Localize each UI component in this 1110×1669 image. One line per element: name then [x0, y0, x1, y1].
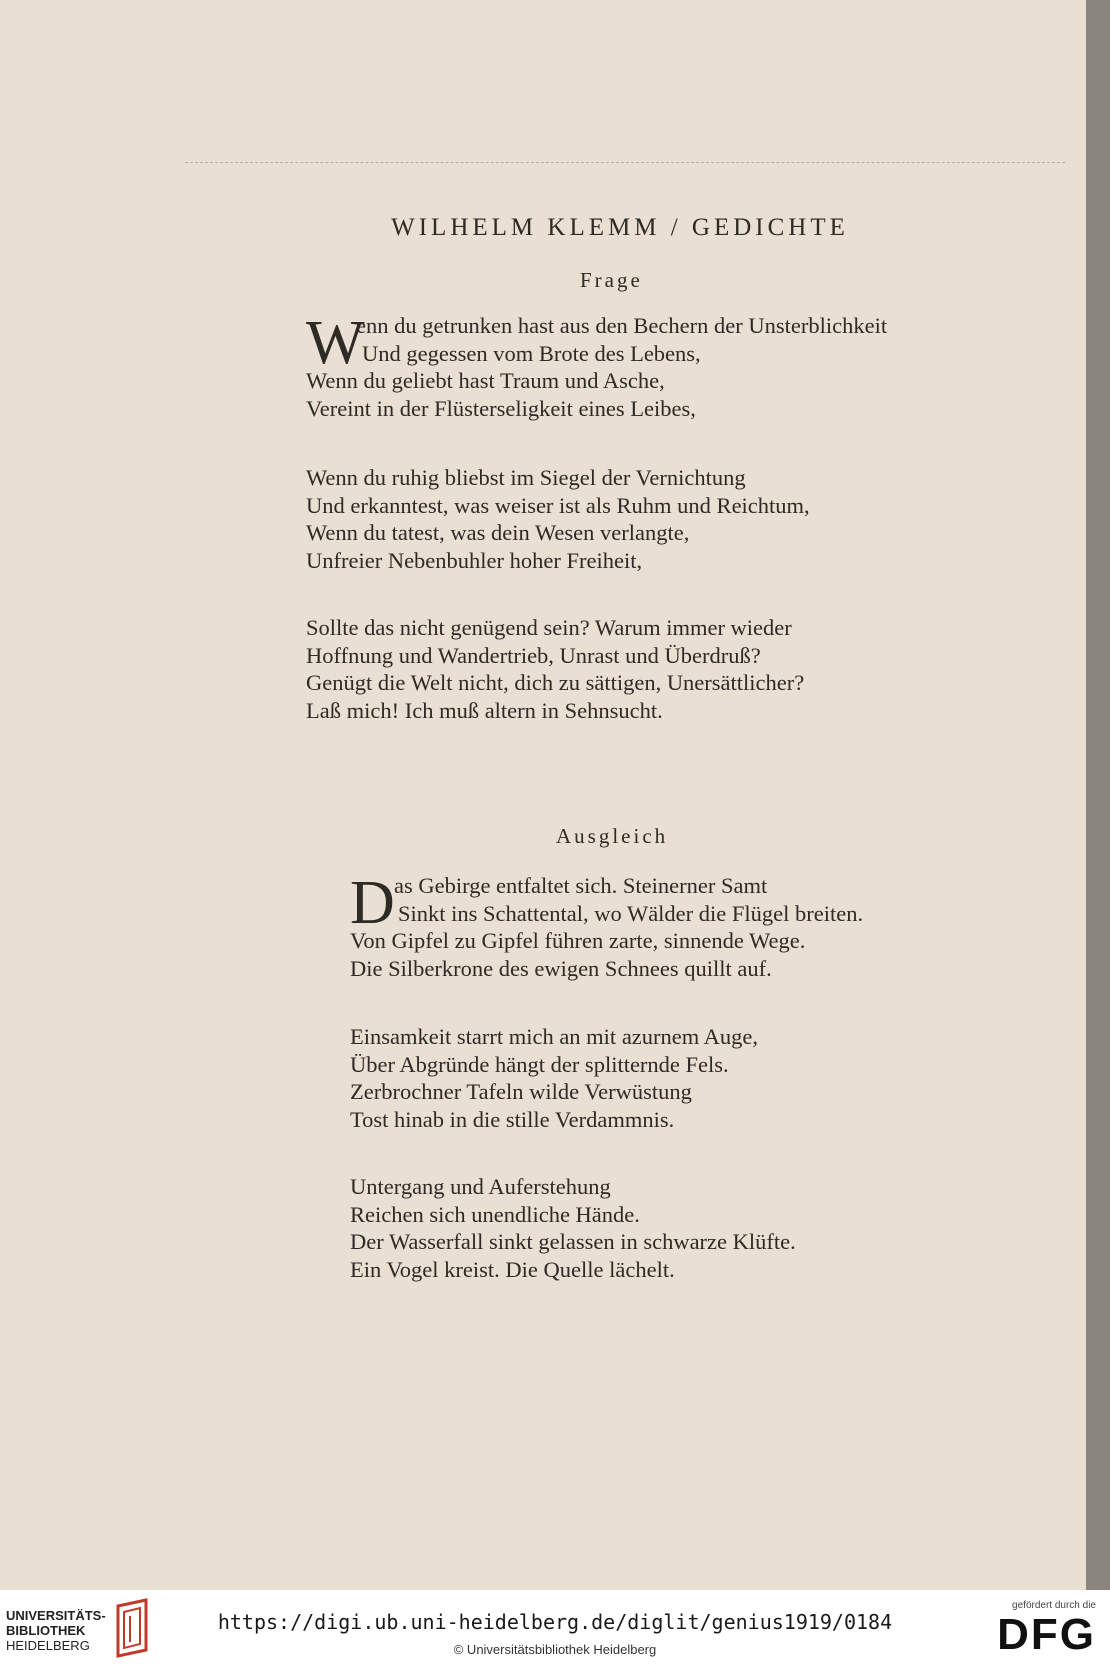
- poem-line: Und gegessen vom Brote des Lebens,: [362, 340, 701, 366]
- poem-line: Wenn du ruhig bliebst im Siegel der Vernichtung: [306, 465, 746, 490]
- dfg-logo[interactable]: [997, 1600, 1096, 1657]
- poem-line: Wenn du tatest, was dein Wesen verlangte,: [306, 520, 690, 545]
- poem-line: Genügt die Welt nicht, dich zu sättigen, Unersättlicher?: [306, 670, 805, 695]
- top-rule: [185, 162, 1065, 163]
- poem-line: Tost hinab in die stille Verdammnis.: [350, 1106, 675, 1132]
- poem-line: as Gebirge entfaltet sich. Steinerner Samt: [394, 873, 768, 898]
- poem-title-frage: Frage: [580, 268, 643, 292]
- poem-line: Ein Vogel kreist. Die Quelle lächelt.: [350, 1256, 675, 1282]
- stanza: [350, 1023, 758, 1133]
- poem-line: Sinkt ins Schattental, wo Wälder die Flügel breiten.: [398, 900, 864, 926]
- poem-line: Wenn du geliebt hast Traum und Asche,: [306, 368, 665, 393]
- library-name-line: HEIDELBERG: [6, 1638, 90, 1653]
- library-name-line: UNIVERSITÄTS-: [6, 1608, 106, 1623]
- poem-line: Unfreier Nebenbuhler hoher Freiheit,: [306, 547, 643, 573]
- copyright-text: © Universitätsbibliothek Heidelberg: [453, 1642, 657, 1657]
- poem-line: Sollte das nicht genügend sein? Warum immer wieder: [306, 615, 792, 640]
- poem-line: Laß mich! Ich muß altern in Sehnsucht.: [306, 697, 663, 723]
- stanza: [350, 869, 864, 982]
- poem-line: enn du getrunken hast aus den Bechern der Unsterblichkeit: [356, 313, 888, 338]
- stanza: [306, 309, 888, 422]
- poem-line: Einsamkeit starrt mich an mit azurnem Auge,: [350, 1024, 759, 1049]
- drop-cap: W: [306, 309, 365, 377]
- footer-bar: [0, 1590, 1110, 1669]
- stanza: [306, 614, 804, 724]
- stanza: [350, 1173, 796, 1283]
- page-edge-shadow: [1086, 0, 1110, 1590]
- drop-cap: D: [350, 869, 395, 937]
- poem-line: Hoffnung und Wandertrieb, Unrast und Überdruß?: [306, 642, 761, 668]
- funder-name: DFG: [997, 1610, 1096, 1659]
- poem-line: Vereint in der Flüsterseligkeit eines Leibes,: [306, 395, 696, 421]
- funding-note: gefördert durch die: [1012, 1600, 1096, 1611]
- page-title: WILHELM KLEMM / GEDICHTE: [391, 214, 849, 241]
- stanza: [306, 464, 810, 574]
- poem-line: Zerbrochner Tafeln wilde Verwüstung: [350, 1079, 692, 1104]
- poem-line: Der Wasserfall sinkt gelassen in schwarze Klüfte.: [350, 1229, 796, 1254]
- poem-line: Reichen sich unendliche Hände.: [350, 1201, 640, 1227]
- poem-line: Über Abgründe hängt der splitternde Fels.: [350, 1051, 729, 1077]
- permalink-url[interactable]: https://digi.ub.uni-heidelberg.de/diglit/genius1919/0184: [217, 1610, 893, 1634]
- poem-line: Und erkanntest, was weiser ist als Ruhm und Reichtum,: [306, 492, 810, 518]
- poem-line: Die Silberkrone des ewigen Schnees quillt auf.: [350, 955, 772, 981]
- library-name-line: BIBLIOTHEK: [6, 1623, 86, 1638]
- poem-line: Von Gipfel zu Gipfel führen zarte, sinnende Wege.: [350, 928, 806, 953]
- poem-line: Untergang und Auferstehung: [350, 1174, 611, 1199]
- poem-title-ausgleich: Ausgleich: [556, 824, 669, 848]
